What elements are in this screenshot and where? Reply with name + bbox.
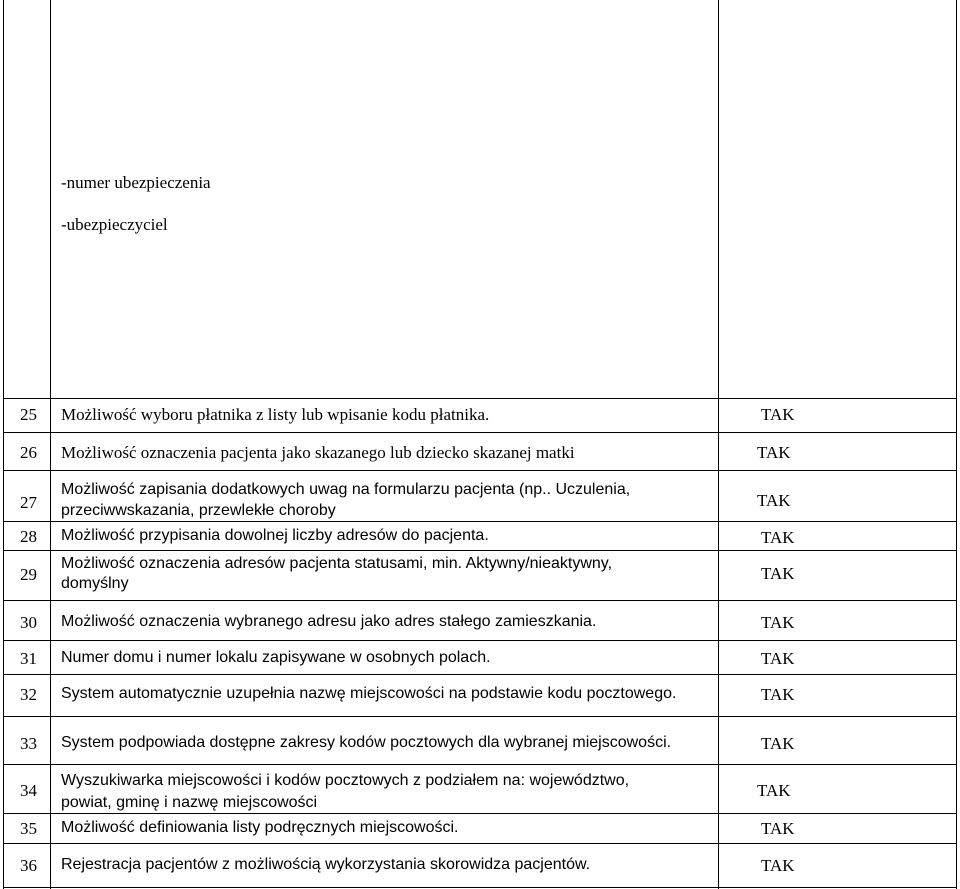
row-number: 25 (20, 405, 37, 424)
row-description: Możliwość oznaczenia wybranego adresu jako adres stałego zamieszkania. (61, 613, 597, 630)
row-status: TAK (761, 819, 795, 838)
row-number: 32 (20, 685, 37, 704)
row-status: TAK (761, 528, 795, 547)
row-number: 34 (20, 781, 37, 800)
row-description: Rejestracja pacjentów z możliwością wykorzystania skorowidza pacjentów. (61, 856, 591, 873)
row-number: 36 (20, 856, 37, 875)
row-border (3, 432, 957, 433)
row-number: 27 (20, 493, 37, 512)
insurance-number-field: -numer ubezpieczenia (61, 173, 211, 192)
row-status: TAK (761, 685, 795, 704)
row-status: TAK (761, 856, 795, 875)
border-left (3, 0, 4, 889)
border-col-desc (718, 0, 719, 889)
row-border (3, 843, 957, 844)
row-number: 30 (20, 613, 37, 632)
row-number: 29 (20, 565, 37, 584)
row-border (3, 550, 957, 551)
row-description: Możliwość oznaczenia adresów pacjenta statusami, min. Aktywny/nieaktywny, (61, 555, 613, 572)
row-border (3, 674, 957, 675)
border-col-num (50, 0, 51, 889)
row-description: Numer domu i numer lokalu zapisywane w osobnych polach. (61, 649, 491, 666)
row-border (3, 813, 957, 814)
row-number: 31 (20, 649, 37, 668)
row-border (3, 470, 957, 471)
row-description: Możliwość przypisania dowolnej liczby adresów do pacjenta. (61, 527, 489, 544)
row-border (3, 764, 957, 765)
row-border (3, 716, 957, 717)
row-border (3, 398, 957, 399)
row-status: TAK (761, 405, 795, 424)
row-description: Możliwość definiowania listy podręcznych miejscowości. (61, 819, 459, 836)
row-border (3, 521, 957, 522)
row-number: 35 (20, 819, 37, 838)
row-description: powiat, gminę i nazwę miejscowości (61, 794, 318, 811)
row-number: 33 (20, 734, 37, 753)
row-number: 28 (20, 527, 37, 546)
row-description: domyślny (61, 575, 129, 592)
row-status: TAK (757, 491, 791, 510)
row-description: Możliwość oznaczenia pacjenta jako skazanego lub dziecko skazanej matki (61, 443, 575, 462)
row-status: TAK (761, 613, 795, 632)
insurer-field: -ubezpieczyciel (61, 215, 168, 234)
row-number: 26 (20, 443, 37, 462)
row-description: przeciwwskazania, przewlekłe choroby (61, 502, 336, 519)
row-description: Wyszukiwarka miejscowości i kodów pocztowych z podziałem na: województwo, (61, 772, 630, 789)
row-description: Możliwość zapisania dodatkowych uwag na formularzu pacjenta (np.. Uczulenia, (61, 481, 631, 498)
row-status: TAK (757, 443, 791, 462)
row-status: TAK (757, 781, 791, 800)
row-status: TAK (761, 734, 795, 753)
row-status: TAK (761, 564, 795, 583)
row-description: System automatycznie uzupełnia nazwę miejscowości na podstawie kodu pocztowego. (61, 685, 677, 702)
row-status: TAK (761, 649, 795, 668)
row-description: Możliwość wyboru płatnika z listy lub wpisanie kodu płatnika. (61, 405, 490, 424)
border-right (956, 0, 957, 889)
row-description: System podpowiada dostępne zakresy kodów pocztowych dla wybranej miejscowości. (61, 734, 672, 751)
row-border (3, 600, 957, 601)
row-border (3, 640, 957, 641)
row-border (3, 887, 957, 888)
